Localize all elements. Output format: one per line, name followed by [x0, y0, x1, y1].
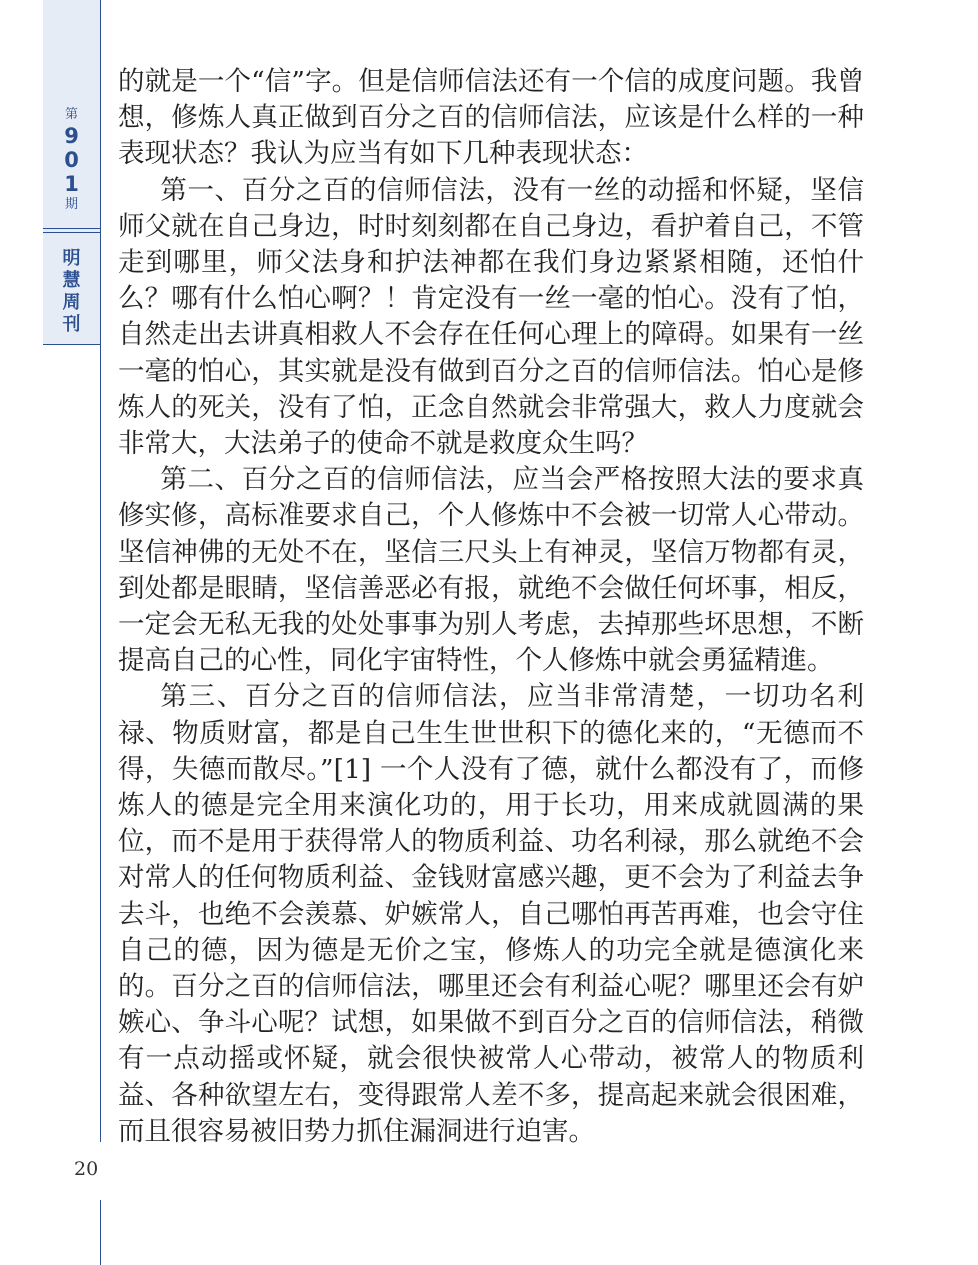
sidebar-divider-1: [43, 228, 100, 229]
issue-label: [43, 106, 100, 214]
issue-prefix: 第: [64, 107, 78, 122]
sidebar-divider-3: [43, 344, 100, 345]
page-number: 20: [74, 1158, 99, 1180]
sidebar-divider-2: [43, 232, 100, 233]
issue-digit: 9: [64, 124, 79, 148]
magazine-char: 刊: [62, 314, 81, 335]
sidebar-rule-top: [100, 0, 101, 1142]
magazine-char: 明: [62, 248, 81, 269]
paragraph: 第三、百分之百的信师信法，应当非常清楚，一切功名利禄、物质财富，都是自己生生世世积下的德化来的，“无德而不得，失德而散尽。”[1] 一个人没有了德，就什么都没有了，而修炼人的德是完全用来演化功的，用于长功，用来成就圆满的果位，而不是用于获得常人的物质利益、功名利禄，那么就绝不会对常人的任何物质利益、金钱财富感兴趣，更不会为了利益去争去斗，也绝不会羡慕、妒嫉常人，自己哪怕再苦再难，也会守住自己的德，因为德是无价之宝，修炼人的功完全就是德演化来的。百分之百的信师信法，哪里还会有利益心呢？哪里还会有妒嫉心、争斗心呢？试想，如果做不到百分之百的信师信法，稍微有一点动摇或怀疑，就会很快被常人心带动，被常人的物质利益、各种欲望左右，变得跟常人差不多，提高起来就会很困难，而且很容易被旧势力抓住漏洞进行迫害。: [118, 681, 864, 1147]
sidebar-rule-bottom: [100, 1200, 101, 1265]
issue-digit: 0: [64, 148, 79, 172]
paragraph: 的就是一个“信”字。但是信师信法还有一个信的成度问题。我曾想，修炼人真正做到百分之百的信师信法，应该是什么样的一种表现状态？我认为应当有如下几种表现状态：: [118, 66, 864, 170]
paragraph: 第一、百分之百的信师信法，没有一丝的动摇和怀疑，坚信师父就在自己身边，时时刻刻都在自己身边，看护着自己，不管走到哪里，师父法身和护法神都在我们身边紧紧相随，还怕什么？哪有什么怕心啊？！肯定没有一丝一毫的怕心。没有了怕，自然走出去讲真相救人不会存在任何心理上的障碍。如果有一丝一毫的怕心，其实就是没有做到百分之百的信师信法。怕心是修炼人的死关，没有了怕，正念自然就会非常强大，救人力度就会非常大，大法弟子的使命不就是救度众生吗？: [118, 174, 864, 460]
paragraph: 第二、百分之百的信师信法，应当会严格按照大法的要求真修实修，高标准要求自己，个人修炼中不会被一切常人心带动。坚信神佛的无处不在，坚信三尺头上有神灵，坚信万物都有灵，到处都是眼睛，坚信善恶必有报，就绝不会做任何坏事，相反，一定会无私无我的处处事事为别人考虑，去掉那些坏思想，不断提高自己的心性，同化宇宙特性，个人修炼中就会勇猛精進。: [118, 464, 864, 677]
magazine-name: [43, 248, 100, 336]
magazine-char: 周: [62, 292, 81, 313]
magazine-char: 慧: [62, 270, 81, 291]
issue-suffix: 期: [64, 197, 78, 212]
issue-digit: 1: [64, 172, 79, 196]
article-body: [118, 64, 864, 1150]
